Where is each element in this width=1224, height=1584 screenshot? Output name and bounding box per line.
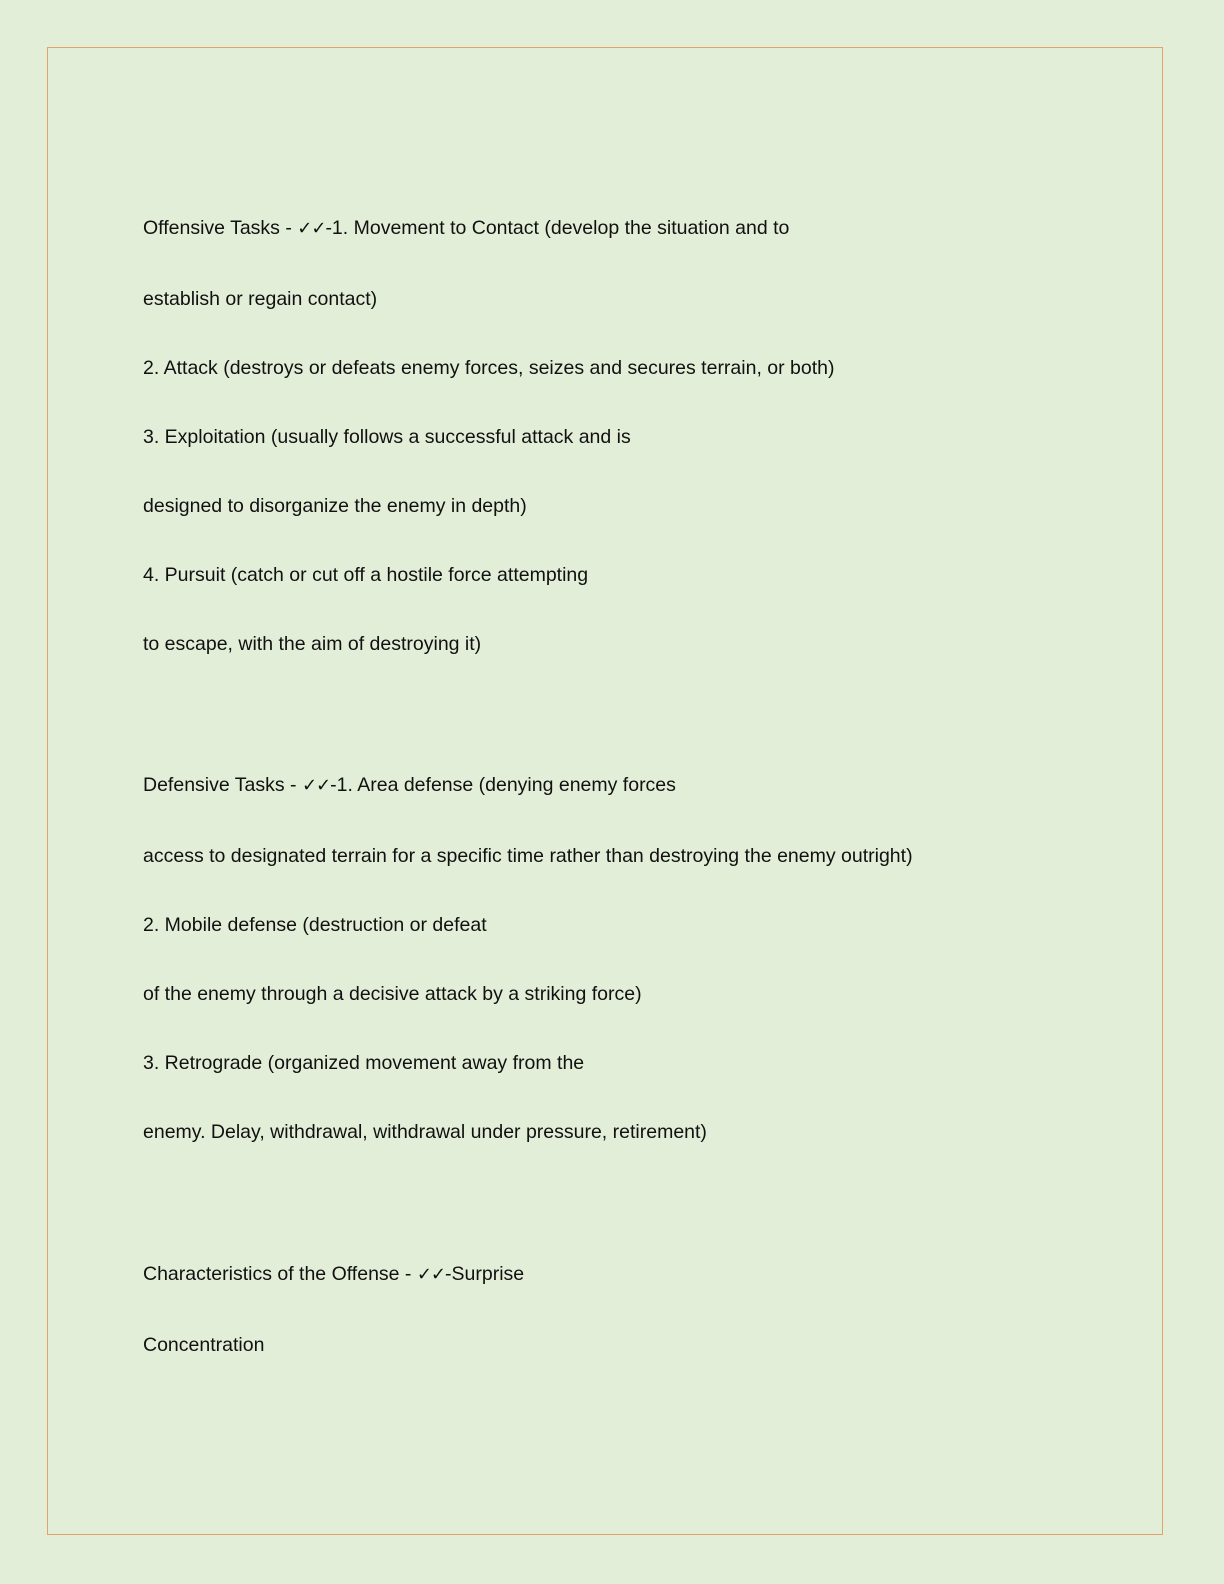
offensive-line-2: 2. Attack (destroys or defeats enemy forces, seizes and secures terrain, or both)	[143, 357, 835, 379]
characteristics-heading-line	[143, 1262, 524, 1287]
offensive-tasks-heading-line	[143, 216, 789, 241]
defensive-heading: Defensive Tasks -	[143, 774, 302, 796]
defensive-line-5: enemy. Delay, withdrawal, withdrawal under pressure, retirement)	[143, 1121, 707, 1143]
offensive-heading: Offensive Tasks -	[143, 217, 298, 239]
characteristics-line-1: Concentration	[143, 1334, 265, 1356]
double-check-icon: ✓✓	[301, 775, 331, 796]
offensive-line-3: 3. Exploitation (usually follows a successful attack and is	[143, 426, 631, 448]
defensive-line-2: 2. Mobile defense (destruction or defeat	[143, 914, 487, 936]
offensive-first-item: -1. Movement to Contact (develop the situation and to	[325, 217, 790, 239]
offensive-line-4: designed to disorganize the enemy in depth)	[143, 495, 527, 517]
offensive-line-5: 4. Pursuit (catch or cut off a hostile force attempting	[143, 564, 589, 586]
defensive-first-item: -1. Area defense (denying enemy forces	[330, 774, 676, 796]
double-check-icon: ✓✓	[416, 1264, 446, 1285]
defensive-tasks-heading-line	[143, 773, 676, 798]
offensive-line-6: to escape, with the aim of destroying it)	[143, 633, 482, 655]
offensive-line-1: establish or regain contact)	[143, 288, 378, 310]
double-check-icon: ✓✓	[297, 218, 326, 239]
defensive-line-3: of the enemy through a decisive attack by a striking force)	[143, 983, 642, 1005]
characteristics-first-item: -Surprise	[445, 1263, 525, 1285]
characteristics-heading: Characteristics of the Offense -	[143, 1263, 417, 1285]
defensive-line-1: access to designated terrain for a specific time rather than destroying the enemy outright)	[143, 845, 913, 867]
defensive-line-4: 3. Retrograde (organized movement away from the	[143, 1052, 585, 1074]
